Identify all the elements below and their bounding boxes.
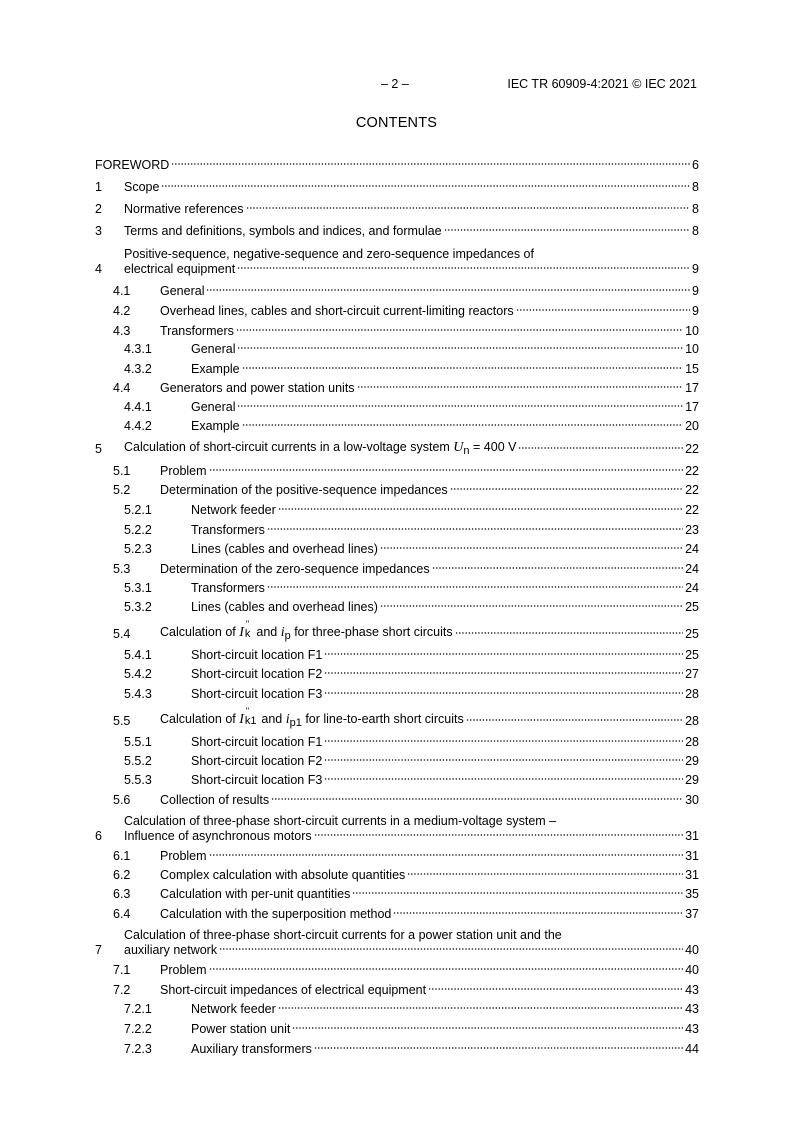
toc-entry-number: 4.3.1 [124, 342, 152, 356]
dot-leader [324, 774, 683, 784]
toc-page-number: 28 [685, 687, 699, 701]
title-text: Calculation of [160, 625, 240, 639]
dot-leader [237, 263, 690, 273]
dot-leader [324, 688, 683, 698]
dot-leader [516, 305, 690, 315]
toc-entry-body [160, 907, 699, 921]
toc-entry-title: Problem [160, 963, 207, 977]
toc-entry[interactable] [95, 1022, 699, 1036]
toc-entry-title-text: auxiliary network [124, 943, 218, 957]
toc-entry-number: 7.2 [113, 983, 131, 997]
title-text: and [257, 712, 286, 726]
dot-leader [237, 401, 683, 411]
toc-entry-number: 5.3.2 [124, 600, 152, 614]
dot-leader [209, 964, 684, 974]
toc-entry-title: Collection of results [160, 793, 270, 807]
toc-entry-title-line [124, 829, 699, 843]
dot-leader [393, 908, 683, 918]
math-symbol: i [280, 625, 285, 640]
toc-entry-title: Problem [160, 849, 207, 863]
toc-entry-title: Auxiliary transformers [191, 1042, 312, 1056]
toc-entry-number: 5.4.1 [124, 648, 152, 662]
page-number: – 2 – [381, 77, 409, 91]
toc-entry[interactable] [95, 304, 699, 318]
toc-entry-number: 5.2.2 [124, 523, 152, 537]
toc-entry-body [191, 542, 699, 556]
dot-leader [450, 484, 683, 494]
toc-entry[interactable] [95, 754, 699, 768]
toc-entry-number: 6 [95, 829, 102, 843]
toc-page-number: 15 [685, 362, 699, 376]
math-subscript: k1 [244, 715, 257, 727]
math-subscript: p [284, 630, 291, 642]
dot-leader [428, 984, 683, 994]
toc-entry-body [124, 813, 699, 843]
toc-entry[interactable] [95, 735, 699, 749]
toc-page-number: 24 [685, 562, 699, 576]
toc-page-number: 28 [685, 714, 699, 728]
toc-page-number: 27 [685, 667, 699, 681]
title-text: Calculation of short-circuit currents in a low-voltage system [124, 440, 454, 454]
math-superscript: " [245, 619, 250, 629]
title-text: = 400 V [469, 440, 517, 454]
toc-entry-title [160, 619, 453, 642]
toc-entry-title: Network feeder [191, 1002, 276, 1016]
toc-entry-number: 5.5 [113, 714, 131, 728]
toc-entry-body [191, 581, 699, 595]
toc-entry-title: Short-circuit impedances of electrical equipment [160, 983, 427, 997]
toc-entry[interactable] [95, 284, 699, 298]
toc-entry[interactable] [95, 907, 699, 921]
toc-entry-body [124, 180, 699, 194]
toc-entry-body [191, 1002, 699, 1016]
toc-entry-body [124, 246, 699, 276]
toc-entry[interactable] [95, 523, 699, 537]
toc-entry[interactable] [95, 202, 699, 216]
toc-entry-number: 6.3 [113, 887, 131, 901]
page-title: CONTENTS [355, 115, 438, 131]
toc-entry-number: 7.1 [113, 963, 131, 977]
dot-leader [161, 181, 690, 191]
toc-entry-title: Generators and power station units [160, 381, 355, 395]
toc-entry-title: Example [191, 419, 240, 433]
dot-leader [242, 420, 683, 430]
toc-entry[interactable] [95, 849, 699, 863]
toc-page-number: 22 [685, 503, 699, 517]
title-text: Calculation of [160, 712, 240, 726]
toc-page-number: 31 [685, 849, 699, 863]
toc-page-number: 8 [692, 180, 699, 194]
toc-entry-title: General [191, 342, 236, 356]
toc-page-number: 30 [685, 793, 699, 807]
title-text: for line-to-earth short circuits [301, 712, 464, 726]
toc-entry-number: 7.2.1 [124, 1002, 152, 1016]
toc-entry[interactable] [95, 1002, 699, 1016]
dot-leader [314, 830, 683, 840]
toc-page-number: 31 [685, 829, 699, 843]
toc-entry-body [160, 619, 699, 642]
toc-page-number: 23 [685, 523, 699, 537]
toc-entry[interactable] [95, 542, 699, 556]
toc-entry-body [124, 224, 699, 238]
toc-entry[interactable] [95, 400, 699, 414]
toc-entry-number: 5.5.3 [124, 773, 152, 787]
dot-leader [432, 563, 683, 573]
toc-entry-number: 2 [95, 202, 102, 216]
toc-page-number: 40 [685, 963, 699, 977]
toc-entry[interactable] [95, 246, 699, 276]
toc-page-number: 25 [685, 600, 699, 614]
toc-entry-body [191, 773, 699, 787]
toc-entry-number: 4.1 [113, 284, 131, 298]
toc-entry-body [191, 600, 699, 614]
dot-leader [209, 850, 684, 860]
toc-entry[interactable] [95, 581, 699, 595]
toc-entry-number: 7 [95, 943, 102, 957]
toc-entry-number: 5.4 [113, 627, 131, 641]
toc-page-number: 9 [692, 284, 699, 298]
toc-entry-number: 5.3.1 [124, 581, 152, 595]
toc-entry[interactable] [95, 648, 699, 662]
math-subscript: n [463, 445, 470, 457]
toc-entry-body [124, 440, 699, 456]
dot-leader [237, 343, 683, 353]
toc-page-number: 35 [685, 887, 699, 901]
toc-entry-body [160, 793, 699, 807]
toc-entry-title: Determination of the positive-sequence impedances [160, 483, 448, 497]
toc-entry-body [160, 706, 699, 729]
dot-leader [271, 794, 683, 804]
dot-leader [267, 524, 683, 534]
toc-entry-number: 5.4.2 [124, 667, 152, 681]
toc-entry-body [191, 362, 699, 376]
dot-leader [209, 465, 684, 475]
dot-leader [242, 363, 683, 373]
toc-page-number: 8 [692, 224, 699, 238]
toc-entry-title: Determination of the zero-sequence impedances [160, 562, 430, 576]
toc-entry-title: Lines (cables and overhead lines) [191, 600, 378, 614]
toc-entry-title: Short-circuit location F1 [191, 735, 323, 749]
toc-page-number: 43 [685, 1022, 699, 1036]
toc-page-number: 10 [685, 342, 699, 356]
toc-entry-body [191, 419, 699, 433]
toc-entry-title: Short-circuit location F3 [191, 687, 323, 701]
toc-page-number: 24 [685, 542, 699, 556]
toc-entry-number: 7.2.3 [124, 1042, 152, 1056]
toc-entry[interactable] [95, 667, 699, 681]
toc-entry[interactable] [95, 983, 699, 997]
toc-entry-title: Transformers [191, 581, 265, 595]
toc-entry-title: Network feeder [191, 503, 276, 517]
toc-entry-title: Calculation with per-unit quantities [160, 887, 351, 901]
dot-leader [314, 1043, 683, 1053]
dot-leader [324, 649, 683, 659]
dot-leader [407, 869, 683, 879]
toc-entry-number: 5.1 [113, 464, 131, 478]
toc-entry-title-line: Positive-sequence, negative-sequence and zero-sequence impedances of [124, 247, 534, 261]
toc-entry-number: 4.2 [113, 304, 131, 318]
toc-entry[interactable] [95, 224, 699, 238]
toc-entry-body [160, 381, 699, 395]
toc-page-number: 28 [685, 735, 699, 749]
dot-leader [444, 225, 691, 235]
toc-entry-title: Complex calculation with absolute quantities [160, 868, 406, 882]
toc-entry[interactable] [95, 158, 699, 172]
math-symbol: I [239, 625, 244, 640]
toc-entry-body [160, 983, 699, 997]
toc-entry-title-line [124, 262, 699, 276]
toc-entry-title: Lines (cables and overhead lines) [191, 542, 378, 556]
toc-entry-body [191, 648, 699, 662]
toc-entry-number: 5 [95, 442, 102, 456]
page-header [0, 76, 793, 92]
toc-entry-body [191, 735, 699, 749]
toc-entry-number: 1 [95, 180, 102, 194]
toc-entry-number: 4 [95, 262, 102, 276]
toc-entry-body [124, 202, 699, 216]
toc-entry-body [160, 963, 699, 977]
toc-entry-title: Calculation with the superposition method [160, 907, 392, 921]
dot-leader [292, 1023, 683, 1033]
toc-entry[interactable] [95, 963, 699, 977]
toc-entry-number: 5.4.3 [124, 687, 152, 701]
dot-leader [455, 628, 684, 638]
math-subscript: p1 [289, 717, 302, 729]
toc-entry-title: Terms and definitions, symbols and indices, and formulae [124, 224, 442, 238]
toc-entry-body [160, 284, 699, 298]
dot-leader [278, 504, 683, 514]
toc-entry-title: Short-circuit location F2 [191, 667, 323, 681]
toc-page-number: 9 [692, 304, 699, 318]
toc-entry-title [124, 927, 699, 957]
document-id: IEC TR 60909-4:2021 © IEC 2021 [507, 77, 697, 91]
toc-entry-number: 5.2.3 [124, 542, 152, 556]
toc-entry[interactable] [95, 419, 699, 433]
toc-entry-body [160, 464, 699, 478]
toc-page-number: 31 [685, 868, 699, 882]
toc-entry[interactable] [95, 381, 699, 395]
toc-entry[interactable] [95, 1042, 699, 1056]
toc-entry-title: General [191, 400, 236, 414]
toc-entry-title: Example [191, 362, 240, 376]
toc-page-number: 22 [685, 442, 699, 456]
math-superscript: " [245, 706, 250, 716]
toc-entry[interactable] [95, 342, 699, 356]
toc-entry-body [124, 927, 699, 957]
toc-entry[interactable] [95, 600, 699, 614]
dot-leader [324, 668, 683, 678]
toc-entry-title-line [124, 943, 699, 957]
toc-page-number: 17 [685, 400, 699, 414]
toc-entry-title: Power station unit [191, 1022, 291, 1036]
toc-entry-number: 5.6 [113, 793, 131, 807]
toc-page-number: 9 [692, 262, 699, 276]
toc-entry-title [160, 706, 464, 729]
math-symbol: I [239, 712, 244, 727]
toc-entry-title-text: electrical equipment [124, 262, 236, 276]
dot-leader [324, 736, 683, 746]
toc-entry[interactable] [95, 440, 699, 456]
math-sub-superscript [244, 706, 258, 727]
toc-entry-number: 5.2 [113, 483, 131, 497]
math-symbol: U [453, 440, 464, 455]
toc-entry-title: Transformers [160, 324, 234, 338]
dot-leader [236, 325, 683, 335]
toc-entry[interactable] [95, 793, 699, 807]
toc-page-number: 40 [685, 943, 699, 957]
toc-entry-title-line: Calculation of three-phase short-circuit currents for a power station unit and the [124, 928, 562, 942]
toc-entry-title [124, 813, 699, 843]
toc-entry[interactable] [95, 324, 699, 338]
toc-entry-number: 4.3 [113, 324, 131, 338]
toc-entry-number: 3 [95, 224, 102, 238]
dot-leader [518, 443, 683, 453]
title-text: and [252, 625, 281, 639]
toc-entry-body [160, 562, 699, 576]
toc-entry-body [95, 158, 699, 172]
toc-entry-body [191, 687, 699, 701]
toc-entry-number: 4.4 [113, 381, 131, 395]
toc-page-number: 10 [685, 324, 699, 338]
toc-page-number: 20 [685, 419, 699, 433]
dot-leader [466, 715, 683, 725]
toc-page-number: 43 [685, 1002, 699, 1016]
toc-entry-body [191, 1042, 699, 1056]
dot-leader [219, 944, 683, 954]
toc-entry-title: Short-circuit location F2 [191, 754, 323, 768]
dot-leader [380, 601, 683, 611]
toc-entry[interactable] [95, 887, 699, 901]
toc-page-number: 44 [685, 1042, 699, 1056]
toc-page-number: 29 [685, 754, 699, 768]
toc-entry[interactable] [95, 483, 699, 497]
dot-leader [267, 582, 683, 592]
toc-entry-title: General [160, 284, 205, 298]
toc-entry[interactable] [95, 927, 699, 957]
toc-page-number: 29 [685, 773, 699, 787]
toc-entry-title: Problem [160, 464, 207, 478]
toc-entry[interactable] [95, 687, 699, 701]
toc-entry-body [191, 1022, 699, 1036]
toc-entry-number: 5.3 [113, 562, 131, 576]
toc-entry-title: Normative references [124, 202, 244, 216]
toc-entry-body [160, 483, 699, 497]
toc-entry[interactable] [95, 868, 699, 882]
toc-entry[interactable] [95, 562, 699, 576]
toc-page-number: 22 [685, 483, 699, 497]
toc-entry[interactable] [95, 464, 699, 478]
toc-entry-number: 5.5.1 [124, 735, 152, 749]
math-sub-superscript [244, 619, 253, 640]
toc-entry-title: FOREWORD [95, 158, 170, 172]
toc-entry-number: 4.4.2 [124, 419, 152, 433]
toc-entry-body [191, 523, 699, 537]
toc-entry-body [191, 754, 699, 768]
toc-entry[interactable] [95, 813, 699, 843]
toc-page-number: 6 [692, 158, 699, 172]
dot-leader [246, 203, 691, 213]
toc-page-number: 22 [685, 464, 699, 478]
toc-entry-title: Short-circuit location F1 [191, 648, 323, 662]
toc-page-number: 43 [685, 983, 699, 997]
toc-entry-title [124, 440, 516, 456]
title-text: for three-phase short circuits [290, 625, 453, 639]
toc-entry[interactable] [95, 180, 699, 194]
math-subscript: k [244, 628, 251, 640]
toc-page-number: 17 [685, 381, 699, 395]
toc-entry[interactable] [95, 773, 699, 787]
dot-leader [357, 382, 684, 392]
toc-entry-title: Scope [124, 180, 160, 194]
toc-entry[interactable] [95, 619, 699, 642]
toc-page-number: 25 [685, 627, 699, 641]
toc-entry-body [191, 400, 699, 414]
toc-entry[interactable] [95, 503, 699, 517]
toc-entry-title: Short-circuit location F3 [191, 773, 323, 787]
toc-entry-title: Overhead lines, cables and short-circuit current-limiting reactors [160, 304, 514, 318]
toc-page-number: 37 [685, 907, 699, 921]
toc-entry-body [160, 868, 699, 882]
toc-entry-number: 5.5.2 [124, 754, 152, 768]
toc-entry-title-line: Calculation of three-phase short-circuit currents in a medium-voltage system – [124, 814, 557, 828]
toc-entry-body [191, 667, 699, 681]
math-symbol: i [285, 712, 290, 727]
dot-leader [278, 1003, 683, 1013]
toc-page-number: 24 [685, 581, 699, 595]
dot-leader [380, 543, 683, 553]
toc-entry-number: 6.4 [113, 907, 131, 921]
toc-page-number: 25 [685, 648, 699, 662]
toc-page-number: 8 [692, 202, 699, 216]
dot-leader [324, 755, 683, 765]
toc-entry-title: Transformers [191, 523, 265, 537]
toc-entry-body [191, 342, 699, 356]
dot-leader [206, 285, 690, 295]
toc-entry-body [160, 324, 699, 338]
toc-entry-title [124, 246, 699, 276]
toc-entry[interactable] [95, 706, 699, 729]
toc-entry-number: 4.4.1 [124, 400, 152, 414]
dot-leader [171, 159, 690, 169]
dot-leader [352, 888, 683, 898]
toc-entry-title-text: Influence of asynchronous motors [124, 829, 312, 843]
toc-entry-number: 6.2 [113, 868, 131, 882]
toc-entry-number: 4.3.2 [124, 362, 152, 376]
toc-entry-body [191, 503, 699, 517]
toc-entry-body [160, 887, 699, 901]
toc-entry-body [160, 304, 699, 318]
toc-entry-number: 7.2.2 [124, 1022, 152, 1036]
toc-entry[interactable] [95, 362, 699, 376]
toc-entry-number: 6.1 [113, 849, 131, 863]
toc-entry-number: 5.2.1 [124, 503, 152, 517]
toc-entry-body [160, 849, 699, 863]
